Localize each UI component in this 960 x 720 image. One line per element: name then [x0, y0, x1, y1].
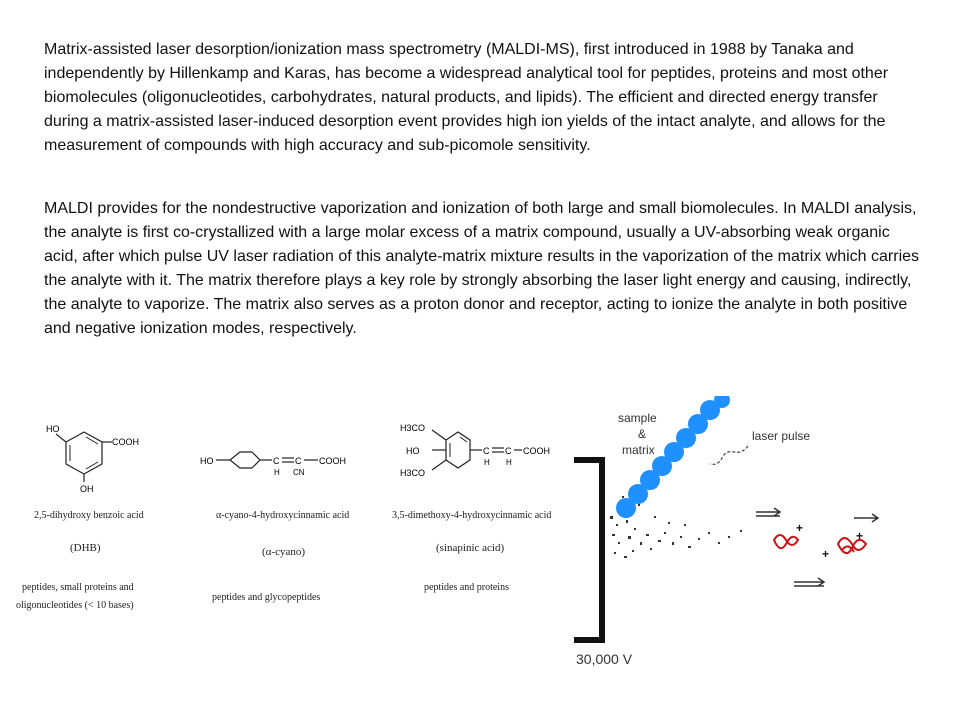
dhb-oh-top: HO	[46, 424, 60, 434]
dhb-use-2: oligonucleotides (< 10 bases)	[16, 600, 134, 611]
maldi-diagram	[568, 396, 908, 676]
dhb-structure	[30, 418, 140, 498]
ion-plus-1: +	[796, 521, 804, 535]
ac-ho: HO	[200, 456, 214, 466]
dhb-cooh: COOH	[112, 437, 139, 447]
laser-pulse-label: laser pulse	[752, 429, 811, 443]
alpha-cyano-structure	[196, 440, 366, 490]
sinapinic-structure	[396, 418, 566, 498]
sa-ho: HO	[406, 446, 420, 456]
maldi-paragraph: MALDI provides for the nondestructive vaporization and ionization of both large and small biomolecules. In MALDI analysis, the analyte is first co-crystallized with a large molar excess of a matrix compound, usually a UV-absorbing weak organic acid, after which pulse UV laser radiation of this analyte-matrix mixture results in the vaporization of the matrix which carries the analyte with it. The matrix therefore plays a key role by strongly absorbing the laser light energy and causing, indirectly, the analyte to vaporize. The matrix also serves as a proton donor and receptor, acting to ionize the analyte in both positive and negative ionization modes, respectively.	[44, 200, 920, 337]
sa-cooh: COOH	[523, 446, 550, 456]
ac-cn: CN	[293, 468, 305, 477]
sample-label-3: matrix	[622, 443, 655, 457]
sinapinic-name: 3,5-dimethoxy-4-hydroxycinnamic acid	[392, 510, 552, 521]
dhb-abbr: (DHB)	[70, 542, 101, 554]
ion-plus-2: +	[856, 529, 864, 543]
sinapinic-use: peptides and proteins	[424, 582, 509, 593]
alpha-cyano-name: α-cyano-4-hydroxycinnamic acid	[216, 510, 350, 521]
analyte-ions	[774, 535, 866, 553]
voltage-label: 30,000 V	[576, 651, 633, 667]
ac-h1: H	[274, 468, 280, 477]
sample-label-1: sample	[618, 411, 657, 425]
laser-beam	[710, 446, 748, 464]
ac-c2: C	[295, 456, 302, 466]
dhb-name: 2,5-dihydroxy benzoic acid	[34, 510, 144, 521]
dhb-oh-bottom: OH	[80, 484, 94, 494]
sa-h2: H	[506, 458, 512, 467]
intro-paragraph: Matrix-assisted laser desorption/ionization mass spectrometry (MALDI-MS), first introduced in 1988 by Tanaka and independently by Hillenkamp and Karas, has become a widespread analytical tool for peptides, proteins and most other biomolecules (oligonucleotides, carbohydrates, natural products, and lipids). The efficient and directed energy transfer during a matrix-assisted laser-induced desorption event provides high ion yields of the intact analyte, and allows for the measurement of compounds with high accuracy and sub-picomole sensitivity.	[44, 41, 889, 154]
ion-plus-3: +	[822, 547, 830, 561]
ac-c1: C	[273, 456, 280, 466]
sa-h3co-bottom: H3CO	[400, 468, 426, 478]
sample-label-2: &	[638, 427, 647, 441]
alpha-cyano-abbr: (α-cyano)	[262, 546, 306, 558]
sinapinic-abbr: (sinapinic acid)	[436, 542, 505, 554]
dhb-use-1: peptides, small proteins and	[22, 582, 134, 593]
sa-c1: C	[483, 446, 490, 456]
sa-h3co-top: H3CO	[400, 423, 426, 433]
alpha-cyano-use: peptides and glycopeptides	[212, 592, 321, 603]
ac-cooh: COOH	[319, 456, 346, 466]
ion-arrows	[756, 508, 878, 586]
sa-c2: C	[505, 446, 512, 456]
sa-h1: H	[484, 458, 490, 467]
sample-plate	[574, 460, 602, 640]
